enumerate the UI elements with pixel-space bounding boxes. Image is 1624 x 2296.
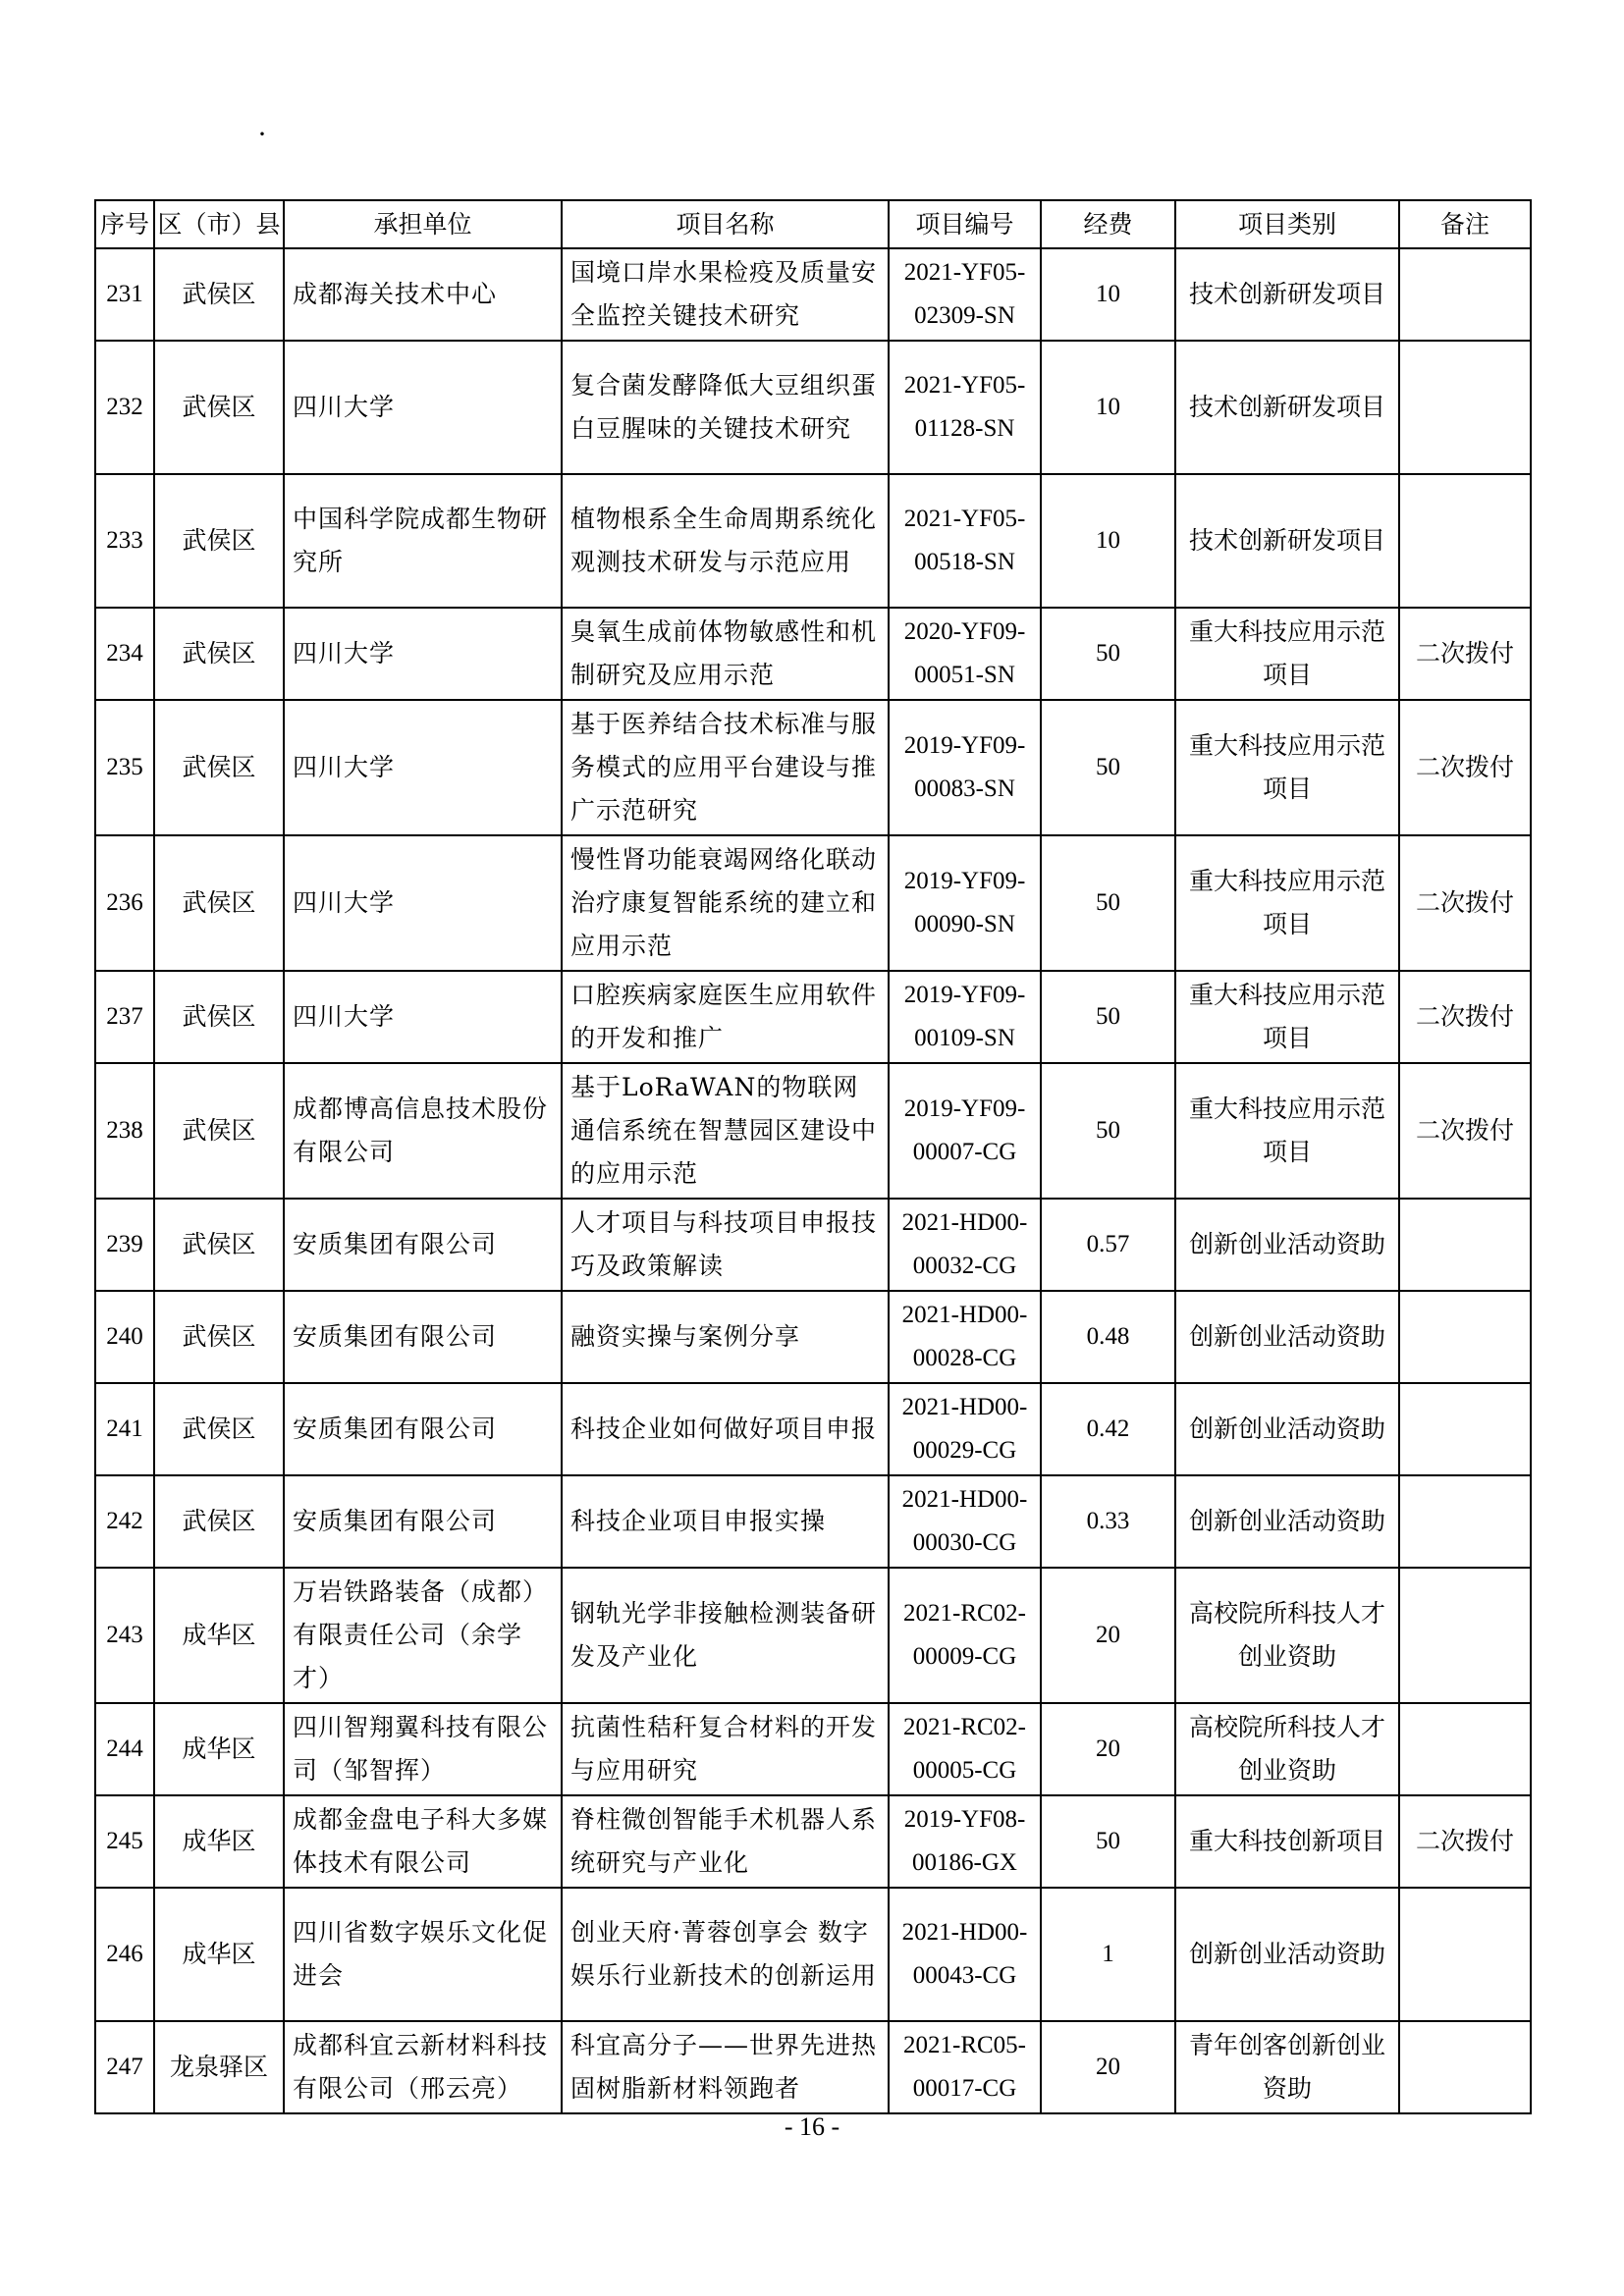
project-code-line: 2021-HD00- bbox=[901, 1209, 1028, 1236]
row-fund: 50 bbox=[1041, 1795, 1175, 1888]
row-category: 高校院所科技人才创业资助 bbox=[1175, 1568, 1399, 1703]
row-project-name: 抗菌性秸秆复合材料的开发与应用研究 bbox=[562, 1703, 889, 1795]
row-category: 重大科技应用示范项目 bbox=[1175, 608, 1399, 700]
row-county: 武侯区 bbox=[154, 1383, 284, 1475]
row-project-code bbox=[889, 1383, 1041, 1475]
row-project-name: 科宜高分子——世界先进热固树脂新材料领跑者 bbox=[562, 2021, 889, 2113]
row-project-code bbox=[889, 474, 1041, 608]
table-row bbox=[95, 1795, 1531, 1888]
row-project-code bbox=[889, 1291, 1041, 1383]
row-project-name: 科技企业如何做好项目申报 bbox=[562, 1383, 889, 1475]
table-row bbox=[95, 1291, 1531, 1383]
project-code-line: 2021-HD00- bbox=[901, 1394, 1028, 1420]
row-county: 成华区 bbox=[154, 1703, 284, 1795]
row-project-name: 基于LoRaWAN的物联网通信系统在智慧园区建设中的应用示范 bbox=[562, 1063, 889, 1199]
row-county: 武侯区 bbox=[154, 700, 284, 835]
row-project-name: 人才项目与科技项目申报技巧及政策解读 bbox=[562, 1199, 889, 1291]
row-county: 成华区 bbox=[154, 1795, 284, 1888]
table-row bbox=[95, 700, 1531, 835]
table-row bbox=[95, 971, 1531, 1063]
row-project-name: 钢轨光学非接触检测装备研发及产业化 bbox=[562, 1568, 889, 1703]
row-fund: 50 bbox=[1041, 971, 1175, 1063]
row-fund: 50 bbox=[1041, 608, 1175, 700]
row-unit: 安质集团有限公司 bbox=[284, 1291, 562, 1383]
row-county: 武侯区 bbox=[154, 971, 284, 1063]
project-code-line: 00518-SN bbox=[914, 549, 1015, 575]
row-fund: 10 bbox=[1041, 474, 1175, 608]
row-project-code bbox=[889, 1703, 1041, 1795]
col-header-unit: 承担单位 bbox=[284, 200, 562, 248]
row-category: 创新创业活动资助 bbox=[1175, 1383, 1399, 1475]
project-code-line: 00051-SN bbox=[914, 662, 1015, 688]
row-fund: 50 bbox=[1041, 1063, 1175, 1199]
project-code-line: 2021-RC02- bbox=[903, 1714, 1026, 1740]
row-unit: 四川大学 bbox=[284, 971, 562, 1063]
row-unit: 四川大学 bbox=[284, 835, 562, 971]
row-unit: 安质集团有限公司 bbox=[284, 1475, 562, 1568]
table-row bbox=[95, 474, 1531, 608]
row-county: 武侯区 bbox=[154, 608, 284, 700]
project-code-line: 00017-CG bbox=[912, 2075, 1017, 2102]
project-code-line: 00090-SN bbox=[914, 911, 1015, 937]
project-code-line: 00030-CG bbox=[912, 1529, 1017, 1556]
table-header-row bbox=[95, 200, 1531, 248]
row-county: 武侯区 bbox=[154, 1199, 284, 1291]
project-code-line: 00032-CG bbox=[912, 1253, 1017, 1279]
row-fund: 20 bbox=[1041, 1703, 1175, 1795]
col-header-seq: 序号 bbox=[95, 200, 154, 248]
row-category: 重大科技应用示范项目 bbox=[1175, 1063, 1399, 1199]
row-note: 二次拨付 bbox=[1399, 1795, 1531, 1888]
row-seq: 246 bbox=[95, 1888, 154, 2021]
row-seq: 232 bbox=[95, 341, 154, 474]
row-seq: 243 bbox=[95, 1568, 154, 1703]
row-seq: 234 bbox=[95, 608, 154, 700]
row-unit: 安质集团有限公司 bbox=[284, 1383, 562, 1475]
row-project-code bbox=[889, 835, 1041, 971]
row-project-name: 复合菌发酵降低大豆组织蛋白豆腥味的关键技术研究 bbox=[562, 341, 889, 474]
row-seq: 233 bbox=[95, 474, 154, 608]
table-row bbox=[95, 835, 1531, 971]
project-code-line: 2020-YF09- bbox=[903, 618, 1026, 645]
row-unit: 四川智翔翼科技有限公司（邹智挥） bbox=[284, 1703, 562, 1795]
project-code-line: 00186-GX bbox=[912, 1849, 1017, 1876]
row-note: 二次拨付 bbox=[1399, 835, 1531, 971]
row-category: 技术创新研发项目 bbox=[1175, 474, 1399, 608]
row-note bbox=[1399, 1475, 1531, 1568]
row-project-code bbox=[889, 1063, 1041, 1199]
row-unit: 成都海关技术中心 bbox=[284, 248, 562, 341]
project-code-line: 2021-RC05- bbox=[903, 2032, 1026, 2058]
col-header-county: 区（市）县 bbox=[154, 200, 284, 248]
row-county: 武侯区 bbox=[154, 474, 284, 608]
row-fund: 10 bbox=[1041, 341, 1175, 474]
row-unit: 成都博高信息技术股份有限公司 bbox=[284, 1063, 562, 1199]
project-code-line: 02309-SN bbox=[914, 302, 1015, 329]
row-fund: 1 bbox=[1041, 1888, 1175, 2021]
row-project-code bbox=[889, 1795, 1041, 1888]
row-fund: 50 bbox=[1041, 835, 1175, 971]
project-code-line: 2021-YF05- bbox=[903, 506, 1026, 532]
row-note bbox=[1399, 1291, 1531, 1383]
row-seq: 236 bbox=[95, 835, 154, 971]
row-note bbox=[1399, 1703, 1531, 1795]
project-code-line: 00028-CG bbox=[912, 1345, 1017, 1371]
col-header-project-name: 项目名称 bbox=[562, 200, 889, 248]
row-county: 武侯区 bbox=[154, 1291, 284, 1383]
row-unit: 安质集团有限公司 bbox=[284, 1199, 562, 1291]
table-row bbox=[95, 1383, 1531, 1475]
row-project-name: 脊柱微创智能手术机器人系统研究与产业化 bbox=[562, 1795, 889, 1888]
row-seq: 235 bbox=[95, 700, 154, 835]
row-category: 高校院所科技人才创业资助 bbox=[1175, 1703, 1399, 1795]
row-category: 重大科技应用示范项目 bbox=[1175, 835, 1399, 971]
row-fund: 0.48 bbox=[1041, 1291, 1175, 1383]
project-code-line: 00007-CG bbox=[912, 1139, 1017, 1165]
row-seq: 237 bbox=[95, 971, 154, 1063]
row-unit: 四川大学 bbox=[284, 341, 562, 474]
row-note bbox=[1399, 248, 1531, 341]
project-code-line: 2019-YF09- bbox=[903, 1095, 1026, 1122]
row-fund: 50 bbox=[1041, 700, 1175, 835]
table-row bbox=[95, 341, 1531, 474]
row-project-name: 基于医养结合技术标准与服务模式的应用平台建设与推广示范研究 bbox=[562, 700, 889, 835]
row-project-name: 植物根系全生命周期系统化观测技术研发与示范应用 bbox=[562, 474, 889, 608]
project-code-line: 2019-YF08- bbox=[903, 1806, 1026, 1833]
row-county: 武侯区 bbox=[154, 248, 284, 341]
table-row bbox=[95, 2021, 1531, 2113]
row-category: 创新创业活动资助 bbox=[1175, 1888, 1399, 2021]
row-county: 武侯区 bbox=[154, 835, 284, 971]
table-row bbox=[95, 1475, 1531, 1568]
page-number: - 16 - bbox=[784, 2112, 840, 2141]
row-project-code bbox=[889, 1888, 1041, 2021]
project-code-line: 2019-YF09- bbox=[903, 868, 1026, 894]
row-seq: 231 bbox=[95, 248, 154, 341]
table-row bbox=[95, 1568, 1531, 1703]
row-seq: 239 bbox=[95, 1199, 154, 1291]
row-project-name: 科技企业项目申报实操 bbox=[562, 1475, 889, 1568]
row-fund: 0.42 bbox=[1041, 1383, 1175, 1475]
row-fund: 10 bbox=[1041, 248, 1175, 341]
row-project-name: 国境口岸水果检疫及质量安全监控关键技术研究 bbox=[562, 248, 889, 341]
row-seq: 242 bbox=[95, 1475, 154, 1568]
row-unit: 成都科宜云新材料科技有限公司（邢云亮） bbox=[284, 2021, 562, 2113]
row-project-name: 口腔疾病家庭医生应用软件的开发和推广 bbox=[562, 971, 889, 1063]
row-county: 武侯区 bbox=[154, 341, 284, 474]
row-unit: 万岩铁路装备（成都）有限责任公司（余学才） bbox=[284, 1568, 562, 1703]
row-note: 二次拨付 bbox=[1399, 1063, 1531, 1199]
row-project-name: 融资实操与案例分享 bbox=[562, 1291, 889, 1383]
row-note bbox=[1399, 1568, 1531, 1703]
row-project-code bbox=[889, 1475, 1041, 1568]
row-note bbox=[1399, 474, 1531, 608]
col-header-fund: 经费 bbox=[1041, 200, 1175, 248]
project-code-line: 2019-YF09- bbox=[903, 732, 1026, 759]
row-project-name: 臭氧生成前体物敏感性和机制研究及应用示范 bbox=[562, 608, 889, 700]
row-seq: 238 bbox=[95, 1063, 154, 1199]
table-row bbox=[95, 1888, 1531, 2021]
row-seq: 240 bbox=[95, 1291, 154, 1383]
header-mark: · bbox=[257, 118, 267, 150]
project-code-line: 00005-CG bbox=[912, 1757, 1017, 1784]
row-county: 龙泉驿区 bbox=[154, 2021, 284, 2113]
row-note: 二次拨付 bbox=[1399, 608, 1531, 700]
row-project-code bbox=[889, 248, 1041, 341]
row-fund: 0.33 bbox=[1041, 1475, 1175, 1568]
row-county: 成华区 bbox=[154, 1568, 284, 1703]
row-category: 重大科技应用示范项目 bbox=[1175, 971, 1399, 1063]
row-fund: 20 bbox=[1041, 1568, 1175, 1703]
row-note bbox=[1399, 1383, 1531, 1475]
row-seq: 247 bbox=[95, 2021, 154, 2113]
row-seq: 244 bbox=[95, 1703, 154, 1795]
table-row bbox=[95, 1703, 1531, 1795]
row-category: 技术创新研发项目 bbox=[1175, 341, 1399, 474]
project-code-line: 2021-HD00- bbox=[901, 1486, 1028, 1513]
row-unit: 中国科学院成都生物研究所 bbox=[284, 474, 562, 608]
row-unit: 四川省数字娱乐文化促进会 bbox=[284, 1888, 562, 2021]
row-category: 创新创业活动资助 bbox=[1175, 1291, 1399, 1383]
row-note: 二次拨付 bbox=[1399, 971, 1531, 1063]
row-project-code bbox=[889, 1199, 1041, 1291]
project-code-line: 2021-RC02- bbox=[903, 1600, 1026, 1627]
project-code-line: 2019-YF09- bbox=[903, 982, 1026, 1008]
row-unit: 四川大学 bbox=[284, 608, 562, 700]
project-code-line: 01128-SN bbox=[914, 415, 1015, 442]
project-code-line: 2021-YF05- bbox=[903, 259, 1026, 286]
table-row bbox=[95, 1063, 1531, 1199]
col-header-category: 项目类别 bbox=[1175, 200, 1399, 248]
row-note bbox=[1399, 2021, 1531, 2113]
row-project-code bbox=[889, 2021, 1041, 2113]
row-county: 成华区 bbox=[154, 1888, 284, 2021]
row-project-code bbox=[889, 608, 1041, 700]
row-unit: 成都金盘电子科大多媒体技术有限公司 bbox=[284, 1795, 562, 1888]
row-project-code bbox=[889, 700, 1041, 835]
project-table bbox=[94, 199, 1532, 2114]
row-category: 重大科技应用示范项目 bbox=[1175, 700, 1399, 835]
project-code-line: 00083-SN bbox=[914, 775, 1015, 802]
row-note bbox=[1399, 1199, 1531, 1291]
table-row bbox=[95, 608, 1531, 700]
row-project-code bbox=[889, 341, 1041, 474]
project-code-line: 2021-HD00- bbox=[901, 1302, 1028, 1328]
project-code-line: 00029-CG bbox=[912, 1437, 1017, 1464]
project-code-line: 2021-YF05- bbox=[903, 372, 1026, 399]
project-code-line: 00043-CG bbox=[912, 1962, 1017, 1989]
row-project-name: 慢性肾功能衰竭网络化联动治疗康复智能系统的建立和应用示范 bbox=[562, 835, 889, 971]
row-note: 二次拨付 bbox=[1399, 700, 1531, 835]
row-fund: 20 bbox=[1041, 2021, 1175, 2113]
row-category: 技术创新研发项目 bbox=[1175, 248, 1399, 341]
row-seq: 245 bbox=[95, 1795, 154, 1888]
project-code-line: 2021-HD00- bbox=[901, 1919, 1028, 1946]
row-project-code bbox=[889, 971, 1041, 1063]
row-fund: 0.57 bbox=[1041, 1199, 1175, 1291]
project-code-line: 00009-CG bbox=[912, 1643, 1017, 1670]
row-category: 青年创客创新创业资助 bbox=[1175, 2021, 1399, 2113]
row-category: 创新创业活动资助 bbox=[1175, 1475, 1399, 1568]
row-county: 武侯区 bbox=[154, 1063, 284, 1199]
row-category: 重大科技创新项目 bbox=[1175, 1795, 1399, 1888]
project-code-line: 00109-SN bbox=[914, 1025, 1015, 1051]
row-project-name: 创业天府·菁蓉创享会 数字娱乐行业新技术的创新运用 bbox=[562, 1888, 889, 2021]
table-row bbox=[95, 248, 1531, 341]
col-header-note: 备注 bbox=[1399, 200, 1531, 248]
row-seq: 241 bbox=[95, 1383, 154, 1475]
col-header-project-code: 项目编号 bbox=[889, 200, 1041, 248]
row-note bbox=[1399, 1888, 1531, 2021]
row-unit: 四川大学 bbox=[284, 700, 562, 835]
row-category: 创新创业活动资助 bbox=[1175, 1199, 1399, 1291]
row-project-code bbox=[889, 1568, 1041, 1703]
row-county: 武侯区 bbox=[154, 1475, 284, 1568]
table-row bbox=[95, 1199, 1531, 1291]
row-note bbox=[1399, 341, 1531, 474]
